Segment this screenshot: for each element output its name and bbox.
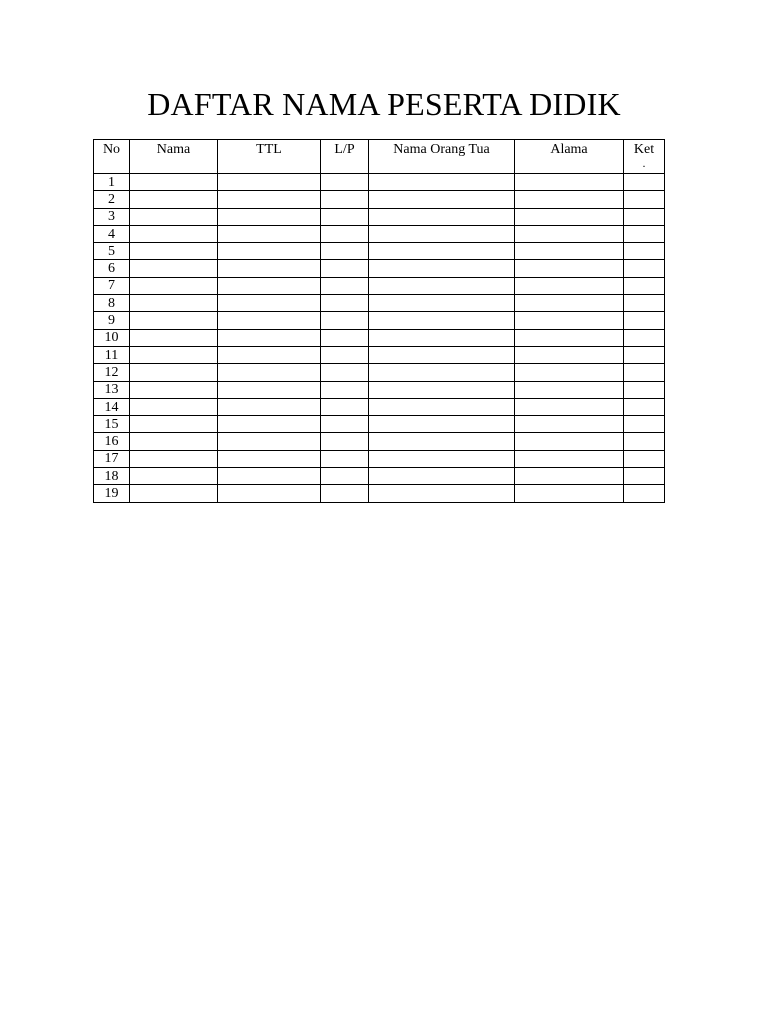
cell-no: 12 [94,364,130,381]
cell-nama-orang-tua [369,468,515,485]
header-ket [624,140,665,174]
cell-ket [624,329,665,346]
cell-ket [624,485,665,502]
cell-ttl [218,295,321,312]
cell-no: 7 [94,277,130,294]
cell-nama [130,295,218,312]
cell-ket [624,243,665,260]
cell-ket [624,312,665,329]
cell-no: 3 [94,208,130,225]
cell-ket [624,260,665,277]
cell-no: 16 [94,433,130,450]
cell-ket [624,364,665,381]
cell-lp [321,174,369,191]
cell-alama [515,260,624,277]
cell-lp [321,433,369,450]
cell-no: 15 [94,416,130,433]
cell-ttl [218,346,321,363]
header-alama: Alama [515,140,624,174]
table-row [94,364,665,381]
cell-nama [130,485,218,502]
cell-nama [130,260,218,277]
cell-ket [624,416,665,433]
cell-ttl [218,485,321,502]
cell-ttl [218,225,321,242]
cell-alama [515,485,624,502]
cell-ttl [218,468,321,485]
cell-nama-orang-tua [369,243,515,260]
cell-nama [130,243,218,260]
cell-alama [515,416,624,433]
cell-alama [515,277,624,294]
cell-nama [130,329,218,346]
table-row [94,398,665,415]
cell-lp [321,468,369,485]
cell-alama [515,243,624,260]
header-nama-orang-tua: Nama Orang Tua [369,140,515,174]
cell-nama-orang-tua [369,295,515,312]
cell-ttl [218,243,321,260]
table-row [94,468,665,485]
table-header-row [94,140,665,174]
table-row [94,433,665,450]
cell-ket [624,277,665,294]
cell-nama [130,225,218,242]
cell-no: 8 [94,295,130,312]
cell-alama [515,381,624,398]
table-row [94,295,665,312]
cell-nama-orang-tua [369,364,515,381]
cell-lp [321,260,369,277]
header-ket-dot: . [642,156,646,170]
cell-nama [130,208,218,225]
cell-nama [130,433,218,450]
cell-nama-orang-tua [369,485,515,502]
table-row [94,208,665,225]
cell-alama [515,398,624,415]
cell-ket [624,225,665,242]
header-ket-label: Ket [633,142,655,157]
cell-ttl [218,208,321,225]
cell-ket [624,398,665,415]
cell-no: 4 [94,225,130,242]
cell-no: 9 [94,312,130,329]
cell-nama-orang-tua [369,191,515,208]
cell-alama [515,329,624,346]
cell-nama [130,450,218,467]
cell-nama [130,174,218,191]
table-row [94,260,665,277]
table-row [94,312,665,329]
cell-ttl [218,260,321,277]
cell-lp [321,398,369,415]
table-row [94,329,665,346]
cell-ket [624,346,665,363]
table-row [94,225,665,242]
cell-lp [321,225,369,242]
cell-ttl [218,364,321,381]
cell-lp [321,364,369,381]
cell-ttl [218,174,321,191]
cell-nama [130,381,218,398]
cell-nama-orang-tua [369,450,515,467]
cell-ket [624,174,665,191]
cell-ket [624,433,665,450]
student-roster-table [93,139,665,503]
cell-nama [130,398,218,415]
cell-no: 17 [94,450,130,467]
table-body [94,174,665,503]
cell-nama-orang-tua [369,208,515,225]
cell-nama-orang-tua [369,416,515,433]
cell-ttl [218,312,321,329]
cell-nama-orang-tua [369,433,515,450]
cell-lp [321,450,369,467]
header-nama: Nama [130,140,218,174]
cell-alama [515,450,624,467]
cell-nama-orang-tua [369,174,515,191]
cell-no: 6 [94,260,130,277]
cell-nama-orang-tua [369,312,515,329]
cell-ket [624,191,665,208]
cell-ttl [218,329,321,346]
cell-ttl [218,450,321,467]
header-no: No [94,140,130,174]
cell-alama [515,468,624,485]
header-ttl: TTL [218,140,321,174]
cell-no: 18 [94,468,130,485]
cell-nama-orang-tua [369,277,515,294]
cell-nama [130,277,218,294]
cell-alama [515,312,624,329]
cell-alama [515,295,624,312]
cell-lp [321,346,369,363]
cell-lp [321,277,369,294]
cell-no: 19 [94,485,130,502]
cell-no: 10 [94,329,130,346]
cell-ttl [218,433,321,450]
cell-alama [515,174,624,191]
cell-lp [321,243,369,260]
cell-ket [624,295,665,312]
cell-nama-orang-tua [369,346,515,363]
table-row [94,346,665,363]
cell-nama-orang-tua [369,398,515,415]
cell-nama [130,416,218,433]
cell-ket [624,208,665,225]
cell-alama [515,346,624,363]
cell-ket [624,381,665,398]
cell-no: 2 [94,191,130,208]
cell-nama-orang-tua [369,260,515,277]
table-row [94,416,665,433]
cell-ttl [218,381,321,398]
page-title: DAFTAR NAMA PESERTA DIDIK [147,86,621,122]
table-row [94,174,665,191]
cell-alama [515,225,624,242]
cell-nama [130,364,218,381]
cell-lp [321,381,369,398]
cell-alama [515,191,624,208]
table-row [94,485,665,502]
cell-lp [321,312,369,329]
cell-lp [321,191,369,208]
header-lp: L/P [321,140,369,174]
cell-no: 1 [94,174,130,191]
cell-no: 14 [94,398,130,415]
cell-lp [321,485,369,502]
cell-lp [321,295,369,312]
cell-alama [515,433,624,450]
table-row [94,191,665,208]
cell-no: 13 [94,381,130,398]
cell-ttl [218,416,321,433]
table-row [94,243,665,260]
cell-lp [321,416,369,433]
cell-ket [624,468,665,485]
cell-ttl [218,398,321,415]
cell-nama [130,312,218,329]
cell-alama [515,208,624,225]
cell-no: 5 [94,243,130,260]
cell-nama [130,191,218,208]
table-row [94,450,665,467]
table-row [94,277,665,294]
table-row [94,381,665,398]
cell-nama [130,468,218,485]
cell-ttl [218,277,321,294]
cell-alama [515,364,624,381]
cell-nama-orang-tua [369,225,515,242]
cell-lp [321,208,369,225]
cell-ttl [218,191,321,208]
cell-nama-orang-tua [369,381,515,398]
cell-no: 11 [94,346,130,363]
cell-nama-orang-tua [369,329,515,346]
cell-lp [321,329,369,346]
cell-ket [624,450,665,467]
cell-nama [130,346,218,363]
